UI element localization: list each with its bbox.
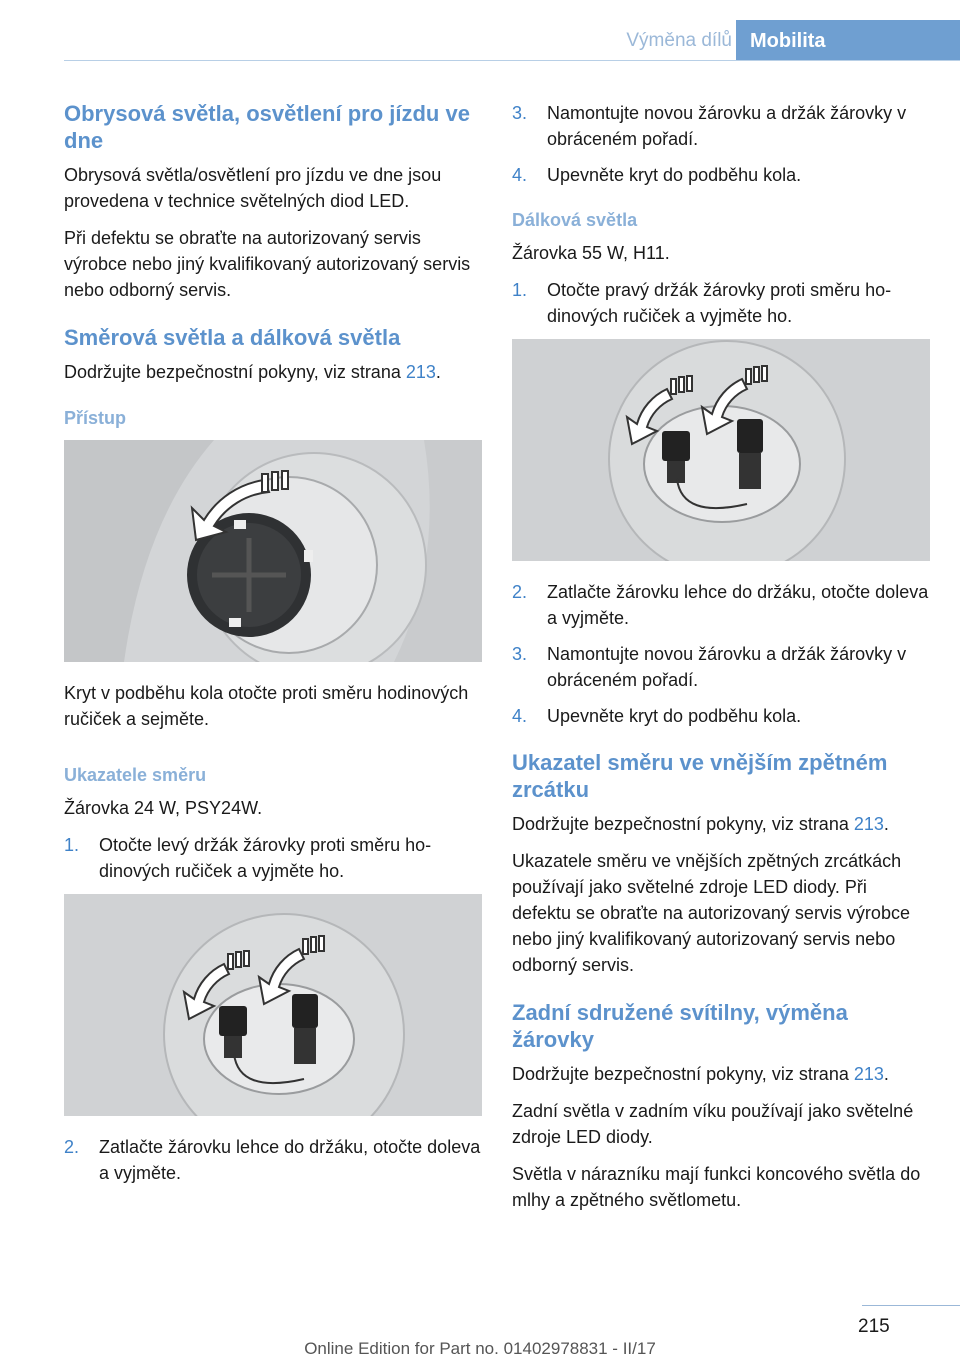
paragraph-obrys-servis: Při defektu se obraťte na autorizovaný servis výrobce nebo jiný kvalifikovaný autorizovaný servis nebo odborný servis. — [64, 228, 471, 300]
heading-dalkova-svetla: Dálková světla — [512, 210, 638, 230]
figure-bulb-holders-left — [64, 894, 482, 1116]
page-number-rule — [862, 1305, 960, 1306]
step-text: Namontujte novou žárovku a držák žárovky v obráceném pořadí. — [547, 103, 907, 149]
safety-end: . — [883, 814, 889, 834]
paragraph-kryt: Kryt v podběhu kola otočte proti směru hodinových ručiček a sejměte. — [64, 683, 469, 729]
page-link-213[interactable]: 213 — [853, 814, 884, 834]
list-item — [512, 277, 930, 329]
header-chapter-tab: Mobilita — [736, 20, 960, 61]
step-number: 4. — [512, 165, 528, 185]
page-link-213[interactable]: 213 — [853, 1064, 884, 1084]
step-number: 1. — [512, 280, 528, 300]
paragraph-zarovka-24w: Žárovka 24 W, PSY24W. — [64, 798, 263, 818]
heading-ukazatel-zrcatko: Ukazatel směru ve vnějším zpětném zrcátku — [512, 750, 888, 802]
paragraph-safety-ref — [512, 811, 930, 837]
figure-bulb-holders-right — [512, 339, 930, 561]
left-column — [64, 100, 482, 1196]
step-number: 3. — [512, 644, 528, 664]
page-number: 215 — [858, 1316, 890, 1337]
heading-ukazatele-smeru: Ukazatele směru — [64, 765, 207, 785]
footer-edition: Online Edition for Part no. 01402978831 - II/17 — [304, 1339, 656, 1358]
step-number: 3. — [512, 103, 528, 123]
paragraph-zarovka-55w: Žárovka 55 W, H11. — [512, 243, 670, 263]
paragraph-naraznik: Světla v nárazníku mají funkci koncového světla do mlhy a zpětného světlometu. — [512, 1164, 921, 1210]
list-item — [512, 579, 930, 631]
paragraph-zrcatko-led: Ukazatele směru ve vnějších zpětných zrcátkách používají jako světelné zdroje LED diody. Při defektu se obraťte na autorizovaný servis výrobce nebo jiný kvalifikovaný autorizovaný servis nebo odborný servis. — [512, 851, 910, 975]
paragraph-safety-ref — [64, 359, 482, 385]
step-number: 2. — [512, 582, 528, 602]
step-text: Zatlačte žárovku lehce do držáku, otočte doleva a vyjměte. — [547, 582, 929, 628]
right-column — [512, 100, 930, 1224]
step-number: 2. — [64, 1137, 80, 1157]
step-text: Upevněte kryt do podběhu kola. — [547, 706, 802, 726]
list-item — [64, 832, 482, 884]
list-item — [512, 703, 930, 729]
steps-list-right-b2 — [512, 579, 930, 729]
figure-wheel-arch-cover — [64, 440, 482, 662]
heading-pristup: Přístup — [64, 408, 127, 428]
header-rule — [64, 60, 960, 61]
safety-end: . — [883, 1064, 889, 1084]
header-section-title: Výměna dílů — [626, 30, 732, 51]
list-item — [512, 641, 930, 693]
paragraph-obrys-led: Obrysová světla/osvětlení pro jízdu ve dne jsou provedena v technice světelných diod LED. — [64, 165, 442, 211]
heading-obrysova-svetla: Obrysová světla, osvětlení pro jízdu ve dne — [64, 101, 470, 153]
step-text: Otočte levý držák žárovky proti směru hodinových ručiček a vyjměte ho. — [99, 835, 432, 881]
paragraph-safety-ref — [512, 1061, 930, 1087]
steps-list-left-1 — [64, 832, 482, 884]
step-number: 1. — [64, 835, 80, 855]
step-text: Upevněte kryt do podběhu kola. — [547, 165, 802, 185]
safety-text: Dodržujte bezpečnostní pokyny, viz strana — [512, 1064, 854, 1084]
list-item — [512, 100, 930, 152]
paragraph-zadni-led: Zadní světla v zadním víku používají jako světelné zdroje LED diody. — [512, 1101, 914, 1147]
heading-smerova-svetla: Směrová světla a dálková světla — [64, 325, 401, 350]
step-number: 4. — [512, 706, 528, 726]
steps-list-right-a — [512, 100, 930, 188]
page-link-213[interactable]: 213 — [405, 362, 436, 382]
step-text: Zatlačte žárovku lehce do držáku, otočte doleva a vyjměte. — [99, 1137, 481, 1183]
list-item — [64, 1134, 482, 1186]
step-text: Otočte pravý držák žárovky proti směru hodinových ručiček a vyjměte ho. — [547, 280, 892, 326]
step-text: Namontujte novou žárovku a držák žárovky v obráceném pořadí. — [547, 644, 907, 690]
list-item — [512, 162, 930, 188]
heading-zadni-svitilny: Zadní sdružené svítilny, výměna žárovky — [512, 1000, 848, 1052]
safety-text: Dodržujte bezpečnostní pokyny, viz strana — [64, 362, 406, 382]
safety-end: . — [435, 362, 441, 382]
steps-list-left-2 — [64, 1134, 482, 1186]
safety-text: Dodržujte bezpečnostní pokyny, viz strana — [512, 814, 854, 834]
steps-list-right-b1 — [512, 277, 930, 329]
